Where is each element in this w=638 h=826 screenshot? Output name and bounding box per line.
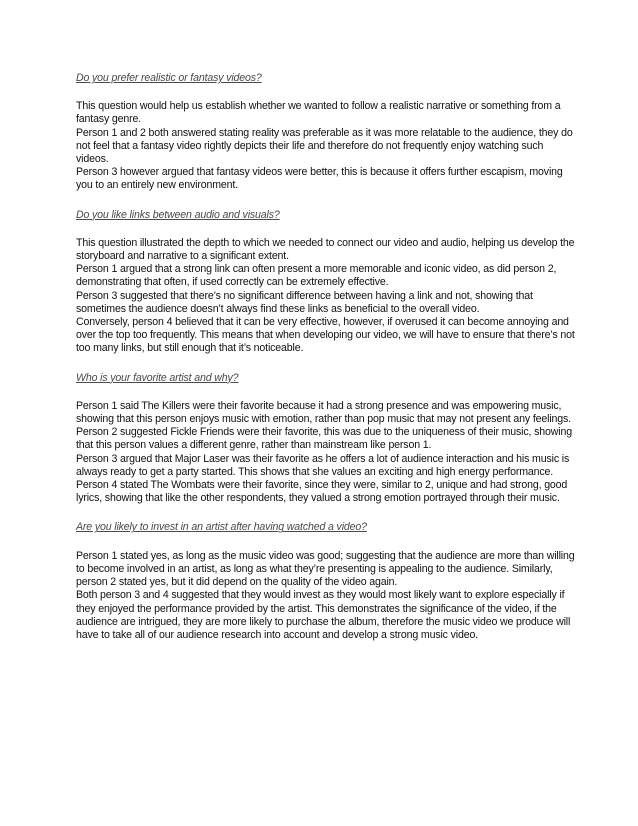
paragraph: Person 1 and 2 both answered stating reality was preferable as it was more relatable to the audience, they do not feel that a fantasy video rightly depicts their life and therefore do not frequently enjoy watching such videos.: [76, 126, 573, 166]
section-favorite-artist: [76, 372, 576, 506]
question-heading: Are you likely to invest in an artist after having watched a video?: [76, 521, 367, 534]
paragraph: Person 3 argued that Major Laser was their favorite as he offers a lot of audience interaction and his music is always ready to get a party started. This shows that she values an exciting and high energy performance.: [76, 452, 570, 478]
question-heading: Who is your favorite artist and why?: [76, 371, 239, 384]
paragraph: Both person 3 and 4 suggested that they would invest as they would most likely want to explore especially if they enjoyed the performance provided by the artist. This demonstrates the significance of the video, if the audience are intrigued, they are more likely to purchase the album, therefore the music video we produce will have to take all of our audience research into account and develop a strong music video.: [76, 589, 571, 641]
paragraph: Person 2 suggested Fickle Friends were their favorite, this was due to the uniqueness of their music, showing that this person values a different genre, rather than mainstream like person 1.: [76, 426, 572, 452]
paragraph: This question would help us establish whether we wanted to follow a realistic narrative or something from a fantasy genre.: [76, 100, 561, 126]
paragraph: Person 3 suggested that there’s no significant difference between having a link and not, showing that sometimes the audience doesn’t always find these links as beneficial to the overall video.: [76, 289, 533, 315]
paragraph: Person 1 stated yes, as long as the music video was good; suggesting that the audience are more than willing to become involved in an artist, as long as what they’re presenting is appealing to the audience. Similarly, person 2 stated yes, but it did depend on the quality of the video again.: [76, 549, 575, 589]
section-audio-visual-links: [76, 209, 576, 356]
document-page: [76, 72, 576, 658]
question-heading: Do you like links between audio and visuals?: [76, 208, 280, 221]
paragraph: Person 4 stated The Wombats were their favorite, since they were, similar to 2, unique and had strong, good lyrics, showing that like the other respondents, they valued a strong emotion portrayed through their music.: [76, 479, 568, 505]
paragraph: This question illustrated the depth to which we needed to connect our video and audio, helping us develop the storyboard and narrative to a significant extent.: [76, 236, 575, 263]
paragraph: Person 1 said The Killers were their favorite because it had a strong presence and was empowering music, showing that this person enjoys music with emotion, rather than pop music that may not present any feelings.: [76, 399, 571, 426]
section-realistic-fantasy: [76, 72, 576, 193]
paragraph: Person 3 however argued that fantasy videos were better, this is because it offers further escapism, moving you to an entirely new environment.: [76, 166, 563, 192]
paragraph: Conversely, person 4 believed that it can be very effective, however, if overused it can become annoying and over the top too frequently. This means that when developing our video, we will have to ensure that there’s not too many links, but still enough that it’s noticeable.: [76, 316, 575, 355]
section-invest-in-artist: [76, 521, 576, 642]
question-heading: Do you prefer realistic or fantasy videos?: [76, 72, 262, 84]
paragraph: Person 1 argued that a strong link can often present a more memorable and iconic video, as did person 2, demonstrating that often, if used correctly can be extremely effective.: [76, 263, 557, 289]
